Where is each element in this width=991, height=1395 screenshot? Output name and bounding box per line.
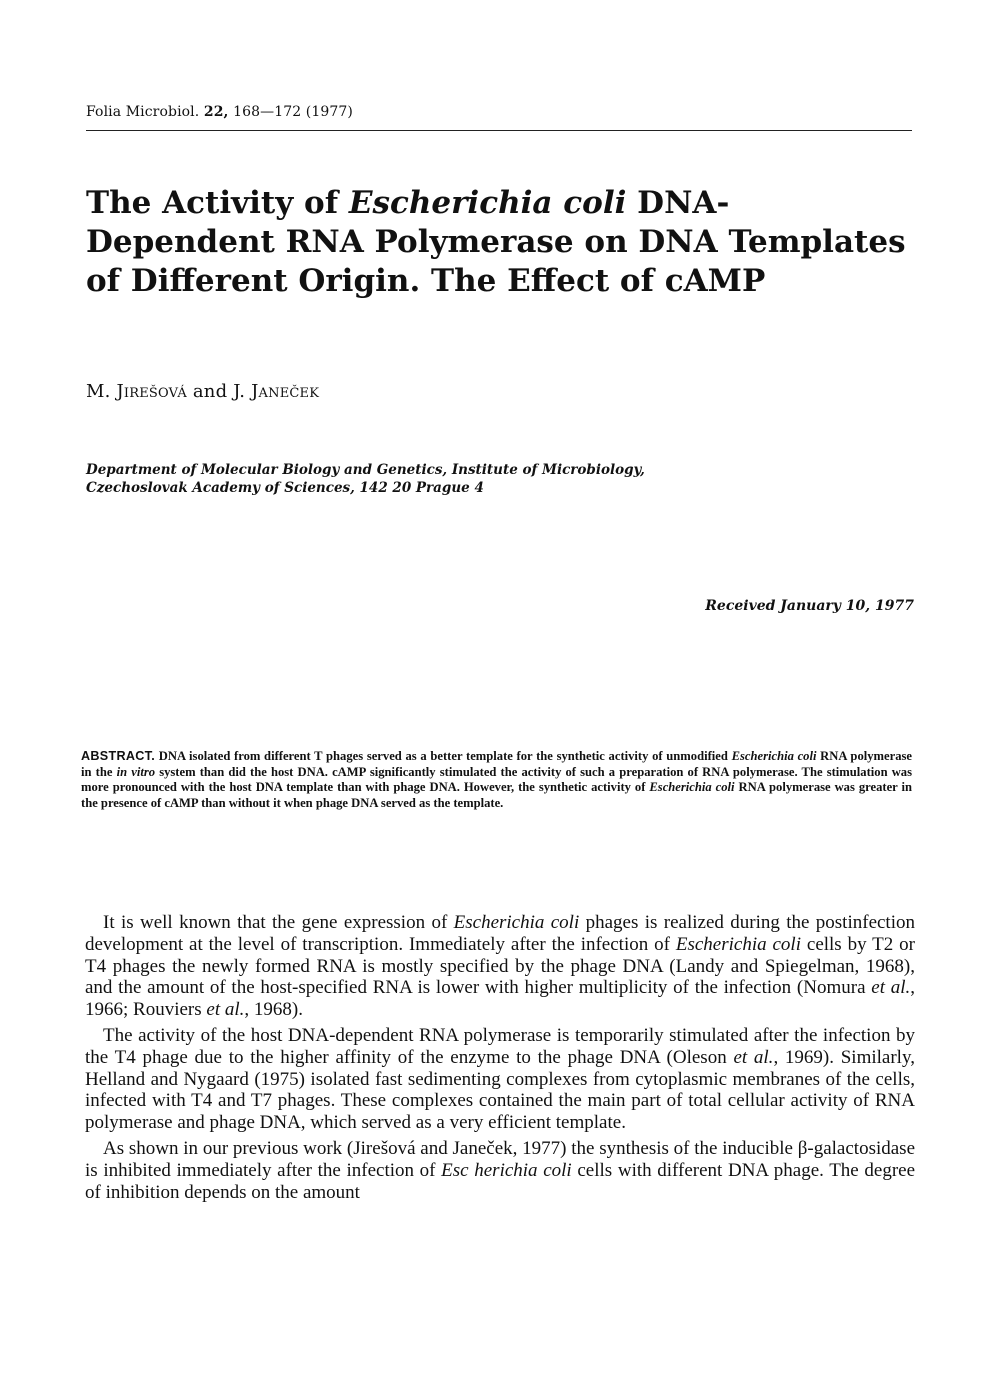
- abstract-label: ABSTRACT.: [81, 749, 156, 763]
- title-text-1: The Activity of: [86, 185, 349, 221]
- journal-volume: 22,: [203, 104, 229, 120]
- journal-pages-year: 168—172 (1977): [233, 104, 353, 120]
- p1-italic-4: et al.: [206, 999, 245, 1021]
- abstract-text-2: RNA polymerase in the: [81, 749, 912, 779]
- p1-text-5: , 1968).: [244, 999, 303, 1021]
- abstract-text-3: system than did the host DNA. cAMP significantly stimulated the activity of such a preparation of RNA polymerase. The stimulation was more pronounced with the host DNA template than with phage DNA. However, the synthetic activity of: [81, 764, 913, 794]
- p1-text-4: , 1966; Rouviers: [85, 977, 915, 1021]
- p1-text-1: It is well known that the gene expression of: [103, 912, 454, 933]
- paragraph-3: [85, 1138, 915, 1203]
- article-title: [86, 184, 916, 301]
- p3-text-1: As shown in our previous work (Jirešová and Janeček, 1977) the synthesis of the inducible β-galactosidase is inhibited immediately after the infection of: [85, 1137, 915, 1181]
- body-text: [85, 912, 915, 1207]
- received-date: Received January 10, 1977: [705, 598, 914, 614]
- journal-name: Folia Microbiol.: [86, 104, 200, 120]
- p1-italic-3: et al.: [871, 977, 911, 999]
- abstract-text-4: RNA polymerase was greater in the presence of cAMP than without it when phage DNA served as the template.: [81, 780, 913, 810]
- title-text-2: DNA-Dependent RNA Polymerase on DNA Templates of Different Origin. The Effect of cAMP: [86, 185, 906, 299]
- p3-italic-1: Esc herichia coli: [441, 1159, 572, 1181]
- abstract-italic-1: Escherichia coli: [731, 749, 817, 763]
- author-1-initial: M.: [86, 381, 117, 402]
- affiliation-line-1: Department of Molecular Biology and Genetics, Institute of Microbiology,: [86, 462, 645, 478]
- abstract-text-1: DNA isolated from different T phages served as a better template for the synthetic activity of unmodified: [155, 749, 732, 763]
- abstract-italic-3: Escherichia coli: [649, 780, 735, 794]
- p3-text-2: cells with different DNA phage. The degree of inhibition depends on the amount: [85, 1159, 916, 1203]
- author-2-name: Janeček: [251, 381, 320, 402]
- abstract-italic-2: in vitro: [116, 764, 156, 779]
- authors-and: and: [186, 381, 234, 402]
- p2-text-1: The activity of the host DNA-dependent RNA polymerase is temporarily stimulated after the infection by the T4 phage due to the higher affinity of the enzyme to the phage DNA (Oleson: [85, 1024, 915, 1068]
- p1-italic-1: Escherichia coli: [453, 912, 580, 933]
- author-2-initial: J.: [233, 381, 252, 402]
- affiliation: [86, 461, 906, 497]
- journal-citation: [86, 104, 353, 120]
- paragraph-2: [85, 1025, 915, 1134]
- authors: [86, 381, 319, 402]
- p1-italic-2: Escherichia coli: [675, 933, 801, 955]
- p2-text-2: , 1969). Similarly, Helland and Nygaard (1975) isolated fast sedimenting complexes from cytoplasmic membranes of the cells, infected with T4 and T7 phages. These complexes contained the main part of total cellular activity of RNA polymerase and phage DNA, which served as a very efficient template.: [85, 1046, 915, 1134]
- p1-text-2: phages is realized during the postinfection development at the level of transcription. Immediately after the infection of: [85, 912, 915, 955]
- header-rule: [86, 130, 912, 131]
- title-italic-species: Escherichia coli: [348, 185, 627, 221]
- p1-text-3: cells by T2 or T4 phages the newly formed RNA is mostly specified by the phage DNA (Landy and Spiegelman, 1968), and the amount of the host-specified RNA is lower with higher multiplicity of the infection (Nomura: [85, 933, 915, 999]
- paragraph-1: [85, 912, 915, 1021]
- author-1-name: Jirešová: [116, 381, 187, 402]
- affiliation-line-2: Czechoslovak Academy of Sciences, 142 20 Prague 4: [86, 480, 484, 496]
- abstract: [81, 749, 912, 811]
- p2-italic-1: et al.: [733, 1046, 774, 1068]
